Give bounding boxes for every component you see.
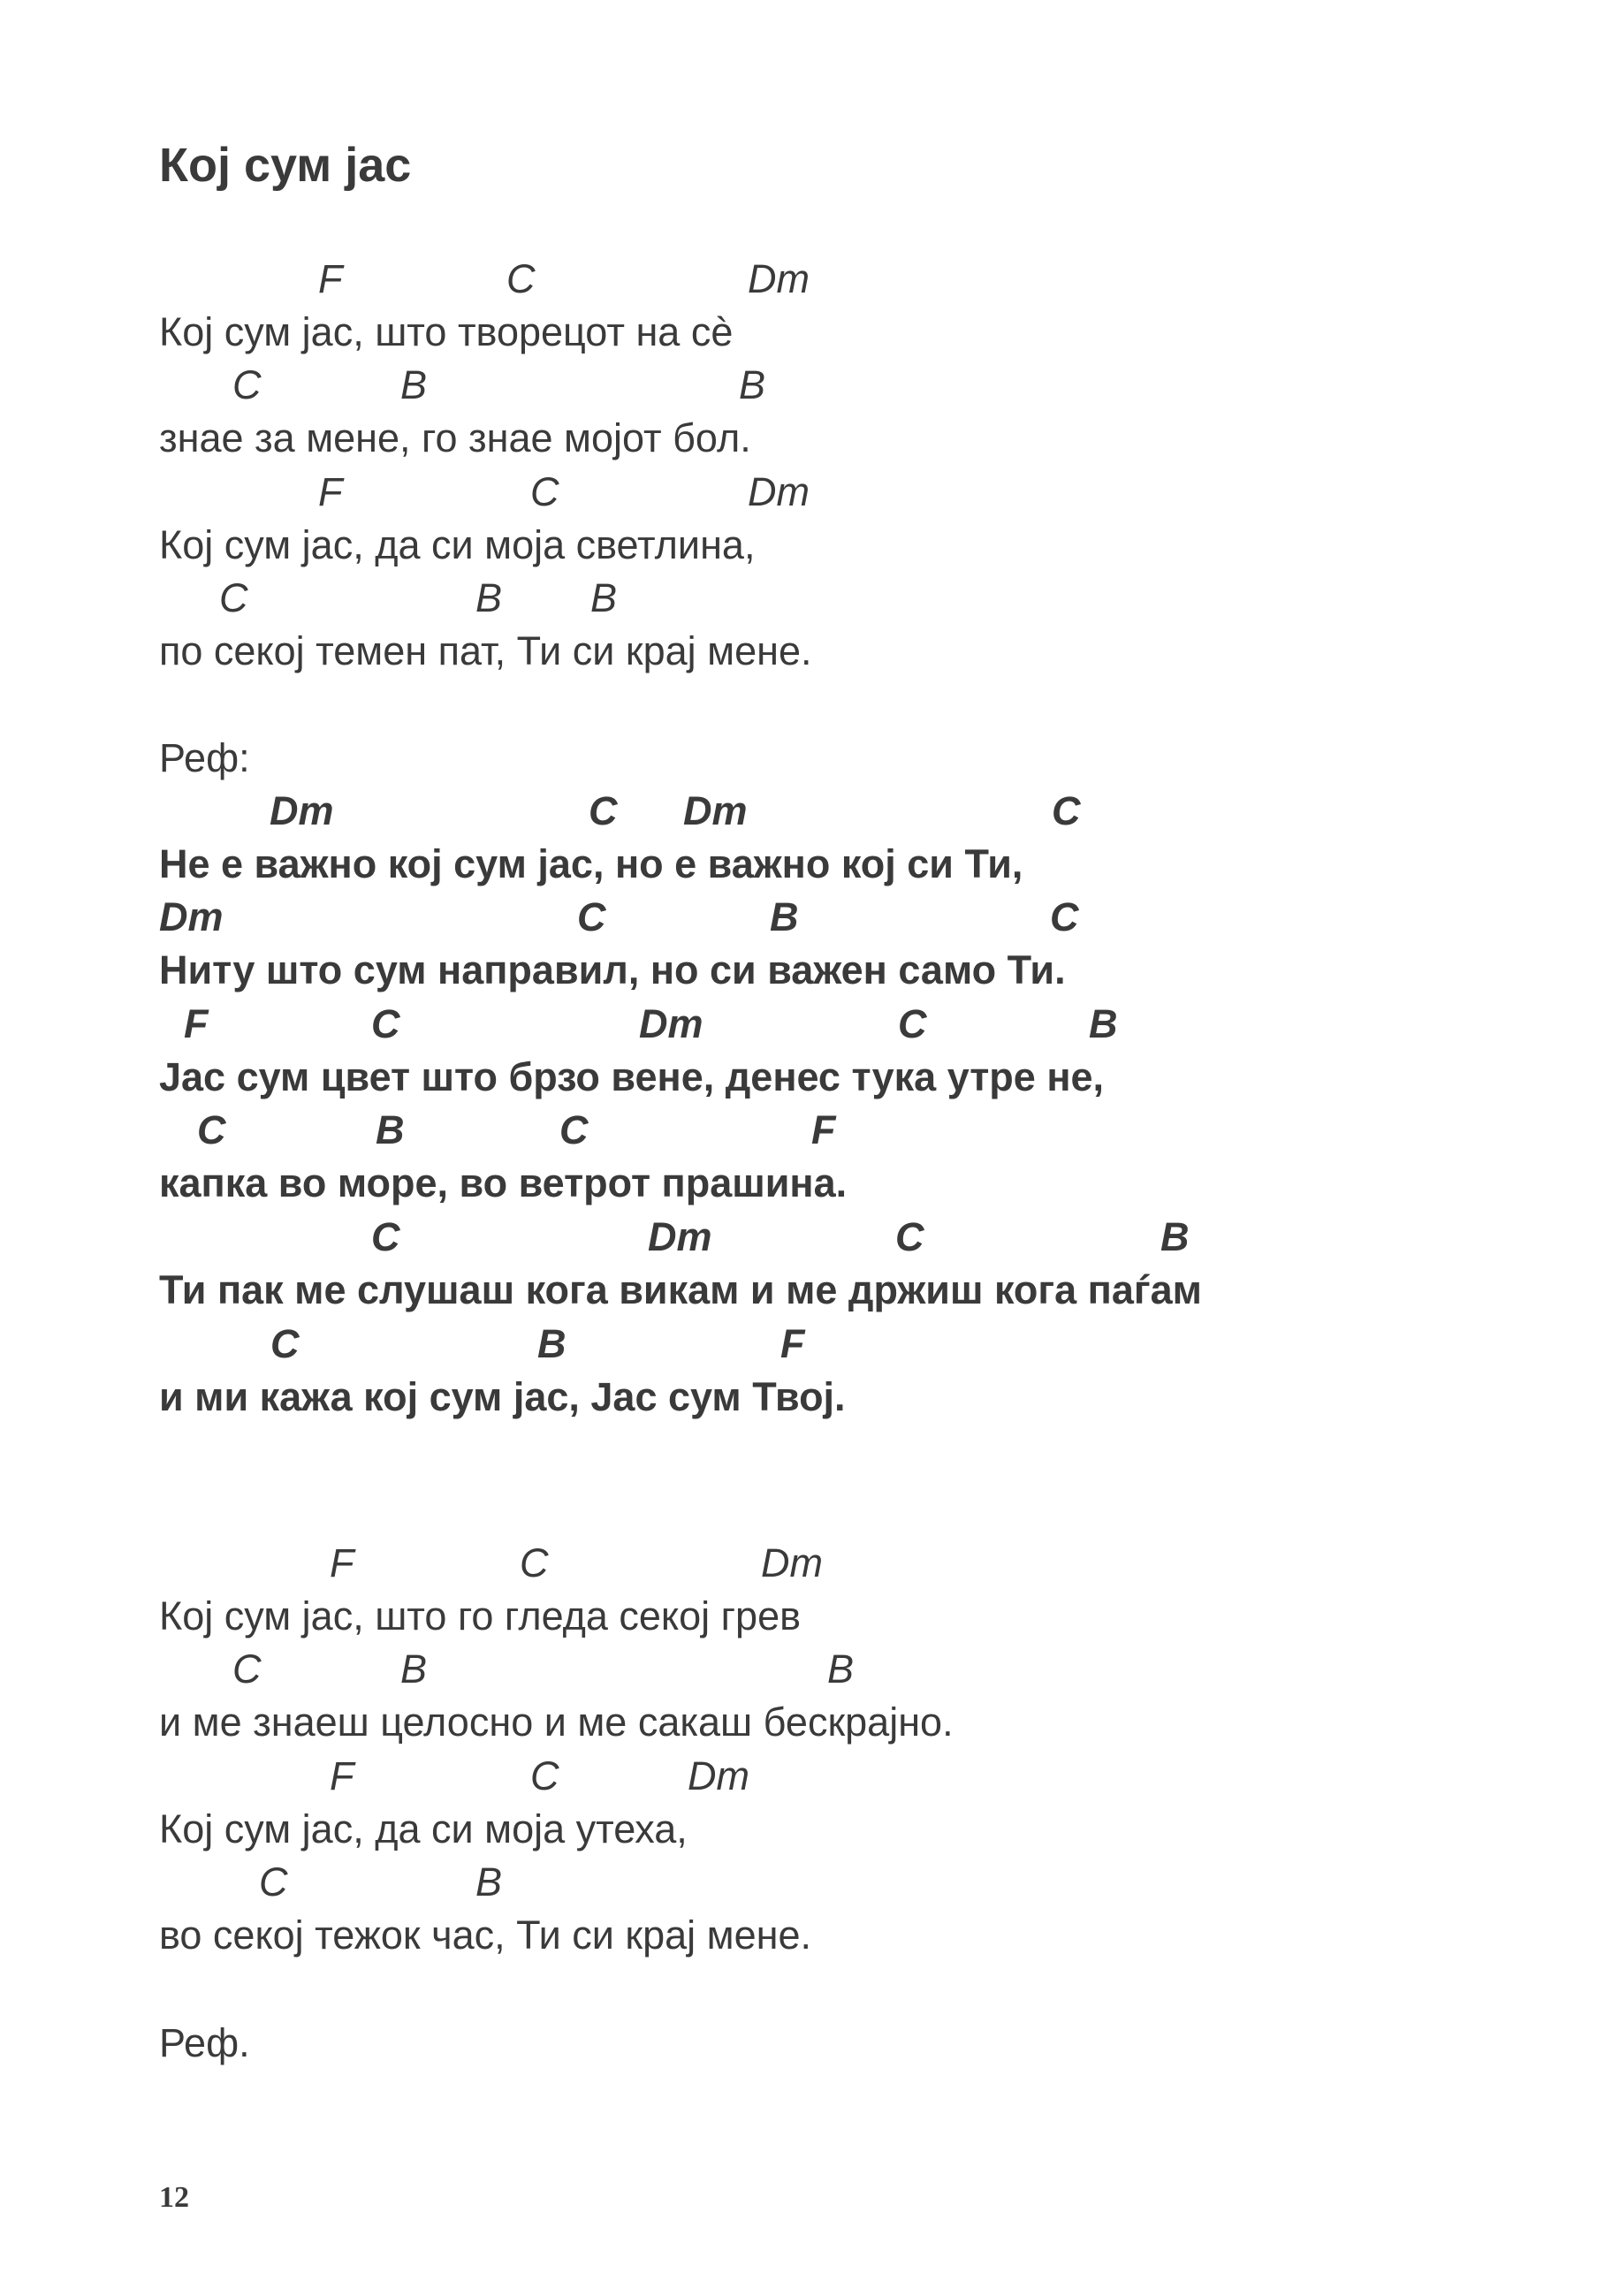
chord: Dm (683, 788, 748, 833)
chord: F (330, 1540, 354, 1585)
chord: B (1089, 1001, 1118, 1046)
chord: Dm (648, 1214, 712, 1259)
chord: B (827, 1646, 855, 1692)
lyric-line: во секој тежок час, Ти си крај мене. (159, 1912, 811, 1958)
chord: C (232, 362, 262, 407)
chord: C (898, 1001, 927, 1046)
chord: Dm (761, 1540, 823, 1585)
chord: C (577, 894, 606, 939)
chord: C (530, 1753, 559, 1798)
lyric-line: Кој сум јас, да си моја светлина, (159, 522, 756, 567)
chord: C (232, 1646, 262, 1692)
chord: B (475, 1859, 503, 1904)
chord: B (770, 894, 799, 939)
chord: B (400, 362, 428, 407)
chord: C (1052, 788, 1081, 833)
page-number: 12 (159, 2181, 189, 2214)
chord: B (376, 1107, 405, 1152)
chord: B (537, 1321, 567, 1366)
chord: Dm (270, 788, 334, 833)
chord: F (780, 1321, 805, 1366)
chord: F (318, 469, 343, 514)
chord: Dm (748, 469, 810, 514)
chord: Dm (639, 1001, 703, 1046)
chord: C (895, 1214, 924, 1259)
lyric-line: и ме знаеш целосно и ме сакаш бескрајно. (159, 1699, 954, 1745)
chord: C (1050, 894, 1079, 939)
lyric-line: Кој сум јас, да си моја утеха, (159, 1806, 688, 1851)
chord: C (197, 1107, 226, 1152)
chord: C (219, 575, 248, 620)
lyric-line: Ти пак ме слушаш кога викам и ме држиш кога паѓам (159, 1267, 1202, 1312)
chord: C (371, 1214, 400, 1259)
lyric-line: Кој сум јас, што творецот на сè (159, 309, 734, 354)
chord: B (475, 575, 503, 620)
chord: C (520, 1540, 549, 1585)
lyric-line: Кој сум јас, што го гледа секој грев (159, 1593, 802, 1638)
chord: B (590, 575, 618, 620)
lyric-line: Ниту што сум направил, но си важен само Ти. (159, 947, 1066, 992)
chord: F (318, 256, 343, 301)
chord: B (1160, 1214, 1190, 1259)
chord: C (530, 469, 559, 514)
chord: C (371, 1001, 400, 1046)
chord: C (559, 1107, 589, 1152)
chord: B (400, 1646, 428, 1692)
chord: C (259, 1859, 288, 1904)
chord: B (739, 362, 766, 407)
lyric-line: капка во море, во ветрот прашина. (159, 1160, 848, 1205)
chord: Dm (159, 894, 224, 939)
chord: Dm (688, 1753, 749, 1798)
song-title: Кој сум јас (159, 139, 412, 192)
chord: C (589, 788, 618, 833)
chord: C (270, 1321, 300, 1366)
refrain-label: Реф: (159, 735, 250, 780)
chord: F (811, 1107, 836, 1152)
lyric-line: знае за мене, го знае мојот бол. (159, 415, 751, 460)
chord: C (506, 256, 536, 301)
chord: F (330, 1753, 354, 1798)
chord: Dm (748, 256, 810, 301)
lyric-line: Не е важно кој сум јас, но е важно кој си Ти, (159, 841, 1023, 886)
lyric-line: и ми кажа кој сум јас, Јас сум Твој. (159, 1374, 846, 1419)
lyric-line: Јас сум цвет што брзо вене, денес тука утре не, (159, 1054, 1105, 1099)
chord: F (184, 1001, 209, 1046)
lyric-line: по секој темен пат, Ти си крај мене. (159, 628, 812, 673)
refrain-repeat-label: Реф. (159, 2020, 250, 2065)
